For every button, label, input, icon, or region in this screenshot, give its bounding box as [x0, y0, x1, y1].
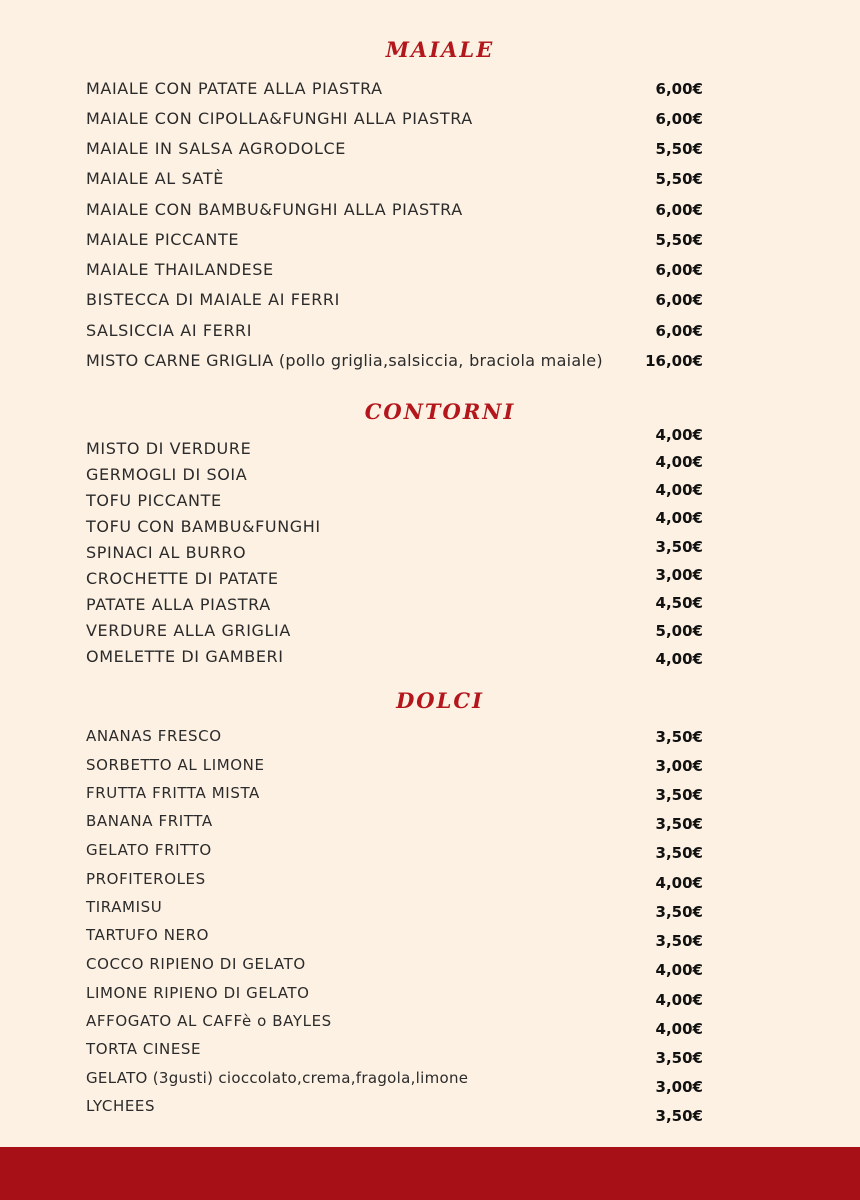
menu-item-price: 4,50€: [655, 594, 703, 612]
menu-item-price: 4,00€: [655, 481, 703, 499]
menu-item-name: MISTO DI VERDURE: [86, 439, 252, 458]
menu-item-price: 5,50€: [655, 231, 703, 249]
footer-bar: [0, 1147, 860, 1200]
menu-item-price: 4,00€: [655, 650, 703, 668]
menu-item-price: 5,50€: [655, 170, 703, 188]
menu-item-price: 4,00€: [655, 1020, 703, 1038]
menu-item-name: MAIALE THAILANDESE: [86, 260, 274, 279]
menu-item-price: 6,00€: [655, 110, 703, 128]
menu-item-price: 3,50€: [655, 844, 703, 862]
menu-item-name: TOFU PICCANTE: [86, 491, 222, 510]
menu-item-name: TORTA CINESE: [86, 1040, 202, 1058]
menu-item-name: SORBETTO AL LIMONE: [86, 756, 265, 774]
menu-item-price: 4,00€: [655, 961, 703, 979]
menu-item-name: AFFOGATO AL CAFFè o BAYLES: [86, 1012, 332, 1030]
menu-item-name: GELATO (3gusti) cioccolato,crema,fragola,limone: [86, 1069, 469, 1087]
menu-item-price: 3,50€: [655, 815, 703, 833]
menu-item-name: PROFITEROLES: [86, 870, 206, 888]
menu-item-price: 3,00€: [655, 1078, 703, 1096]
menu-item-name: MAIALE CON PATATE ALLA PIASTRA: [86, 79, 383, 98]
menu-item-price: 6,00€: [655, 80, 703, 98]
menu-item-name: SPINACI AL BURRO: [86, 543, 247, 562]
menu-item-name: MAIALE IN SALSA AGRODOLCE: [86, 139, 346, 158]
menu-item-price: 4,00€: [655, 991, 703, 1009]
menu-item-name: CROCHETTE DI PATATE: [86, 569, 279, 588]
menu-item-name: VERDURE ALLA GRIGLIA: [86, 621, 291, 640]
section-title-contorni: CONTORNI: [364, 399, 516, 424]
menu-item-price: 6,00€: [655, 201, 703, 219]
menu-item-price: 3,50€: [655, 538, 703, 556]
menu-item-price: 3,50€: [655, 932, 703, 950]
menu-item-price: 3,50€: [655, 1049, 703, 1067]
menu-item-price: 3,00€: [655, 566, 703, 584]
section-title-dolci: DOLCI: [396, 688, 484, 713]
menu-item-name: GERMOGLI DI SOIA: [86, 465, 248, 484]
menu-item-name: BISTECCA DI MAIALE AI FERRI: [86, 290, 340, 309]
menu-item-name: MAIALE CON CIPOLLA&FUNGHI ALLA PIASTRA: [86, 109, 473, 128]
menu-item-price: 3,50€: [655, 903, 703, 921]
menu-item-name: TARTUFO NERO: [86, 926, 210, 944]
menu-item-name: OMELETTE DI GAMBERI: [86, 647, 284, 666]
menu-item-price: 6,00€: [655, 322, 703, 340]
menu-item-price: 4,00€: [655, 874, 703, 892]
menu-item-price: 5,50€: [655, 140, 703, 158]
menu-item-price: 3,50€: [655, 786, 703, 804]
menu-item-price: 3,00€: [655, 757, 703, 775]
menu-item-name: MAIALE CON BAMBU&FUNGHI ALLA PIASTRA: [86, 200, 463, 219]
menu-item-price: 3,50€: [655, 728, 703, 746]
section-title-maiale: MAIALE: [385, 37, 495, 62]
menu-item-name: MAIALE AL SATÈ: [86, 169, 224, 188]
menu-item-name: LYCHEES: [86, 1097, 156, 1115]
menu-item-price: 16,00€: [645, 352, 703, 370]
menu-item-name: FRUTTA FRITTA MISTA: [86, 784, 260, 802]
menu-item-name: TIRAMISU: [86, 898, 163, 916]
menu-item-price: 4,00€: [655, 453, 703, 471]
menu-item-price: 4,00€: [655, 509, 703, 527]
menu-item-name: PATATE ALLA PIASTRA: [86, 595, 271, 614]
menu-item-name: BANANA FRITTA: [86, 812, 213, 830]
menu-item-name: ANANAS FRESCO: [86, 727, 222, 745]
menu-item-price: 5,00€: [655, 622, 703, 640]
menu-item-price: 3,50€: [655, 1107, 703, 1125]
menu-item-price: 6,00€: [655, 261, 703, 279]
menu-item-price: 6,00€: [655, 291, 703, 309]
menu-item-name: LIMONE RIPIENO DI GELATO: [86, 984, 310, 1002]
menu-item-name: SALSICCIA AI FERRI: [86, 321, 253, 340]
menu-item-name: MAIALE PICCANTE: [86, 230, 240, 249]
menu-item-name: GELATO FRITTO: [86, 841, 212, 859]
menu-item-name: TOFU CON BAMBU&FUNGHI: [86, 517, 321, 536]
menu-item-name: MISTO CARNE GRIGLIA (pollo griglia,salsiccia, braciola maiale): [86, 351, 603, 370]
menu-item-price: 4,00€: [655, 426, 703, 444]
menu-item-name: COCCO RIPIENO DI GELATO: [86, 955, 306, 973]
